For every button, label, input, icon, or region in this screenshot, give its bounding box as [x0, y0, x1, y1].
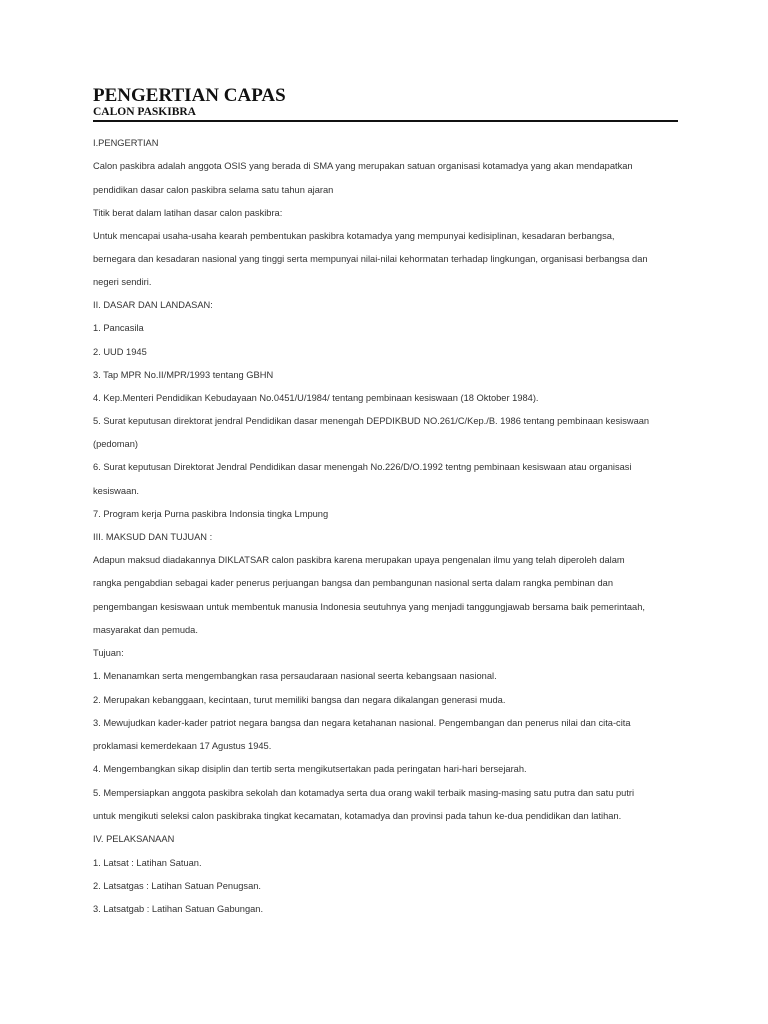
subheading-tujuan: Tujuan:: [93, 648, 124, 658]
list-item: 4. Mengembangkan sikap disiplin dan tertib serta mengikutsertakan pada peringatan hari-hari bersejarah.: [93, 764, 527, 774]
document-title: PENGERTIAN CAPAS: [93, 85, 286, 106]
paragraph-line: Titik berat dalam latihan dasar calon paskibra:: [93, 208, 283, 218]
paragraph-line: Adapun maksud diadakannya DIKLATSAR calon paskibra karena merupakan upaya pengenalan ilmu yang telah diperoleh dalam: [93, 555, 625, 565]
paragraph-line: pengembangan kesiswaan untuk membentuk manusia Indonesia seutuhnya yang menjadi tanggungjawab bersama baik pemerintaah,: [93, 602, 645, 612]
list-item: 4. Kep.Menteri Pendidikan Kebudayaan No.0451/U/1984/ tentang pembinaan kesiswaan (18 Oktober 1984).: [93, 393, 539, 403]
list-item: 6. Surat keputusan Direktorat Jendral Pendidikan dasar menengah No.226/D/O.1992 tentng pembinaan kesiswaan atau organisasi: [93, 462, 632, 472]
list-item: 1. Pancasila: [93, 323, 144, 333]
section-heading-maksud: III. MAKSUD DAN TUJUAN :: [93, 532, 213, 542]
section-heading-pelaksanaan: IV. PELAKSANAAN: [93, 834, 175, 844]
paragraph-line: Calon paskibra adalah anggota OSIS yang berada di SMA yang merupakan satuan organisasi kotamadya yang akan mendapatkan: [93, 161, 633, 171]
paragraph-line: masyarakat dan pemuda.: [93, 625, 198, 635]
title-divider: [93, 120, 678, 122]
list-item: 3. Latsatgab : Latihan Satuan Gabungan.: [93, 904, 264, 914]
paragraph-line: pendidikan dasar calon paskibra selama satu tahun ajaran: [93, 185, 334, 195]
list-item: 7. Program kerja Purna paskibra Indonsia tingka Lmpung: [93, 509, 329, 519]
list-item-continuation: kesiswaan.: [93, 486, 139, 496]
paragraph-line: rangka pengabdian sebagai kader penerus perjuangan bangsa dan pembangunan nasional serta dalam rangka pembinan dan: [93, 578, 613, 588]
list-item-continuation: untuk mengikuti seleksi calon paskibraka tingkat kecamatan, kotamadya dan provinsi pada tahun ke-dua pendidikan dan latihan.: [93, 811, 622, 821]
list-item: 3. Mewujudkan kader-kader patriot negara bangsa dan negara ketahanan nasional. Pengembangan dan penerus nilai dan cita-cita: [93, 718, 631, 728]
section-heading-dasar: II. DASAR DAN LANDASAN:: [93, 300, 213, 310]
list-item-continuation: (pedoman): [93, 439, 138, 449]
list-item: 5. Surat keputusan direktorat jendral Pendidikan dasar menengah DEPDIKBUD NO.261/C/Kep./B. 1986 tentang pembinaan kesiswaan: [93, 416, 650, 426]
list-item-continuation: proklamasi kemerdekaan 17 Agustus 1945.: [93, 741, 272, 751]
paragraph-line: Untuk mencapai usaha-usaha kearah pembentukan paskibra kotamadya yang mempunyai kedisiplinan, kesadaran berbangsa,: [93, 231, 615, 241]
document-header: [93, 86, 678, 122]
paragraph-line: bernegara dan kesadaran nasional yang tinggi serta mempunyai nilai-nilai kehormatan terhadap lingkungan, organisasi berbangsa dan: [93, 254, 648, 264]
list-item: 2. Latsatgas : Latihan Satuan Penugsan.: [93, 881, 261, 891]
list-item: 1. Latsat : Latihan Satuan.: [93, 858, 202, 868]
paragraph-line: negeri sendiri.: [93, 277, 152, 287]
document-subtitle: CALON PASKIBRA: [93, 106, 196, 118]
list-item: 5. Mempersiapkan anggota paskibra sekolah dan kotamadya serta dua orang wakil terbaik masing-masing satu putra dan satu putri: [93, 788, 635, 798]
list-item: 2. Merupakan kebanggaan, kecintaan, turut memiliki bangsa dan negara dikalangan generasi muda.: [93, 695, 506, 705]
section-heading-pengertian: I.PENGERTIAN: [93, 138, 159, 148]
list-item: 2. UUD 1945: [93, 347, 147, 357]
list-item: 1. Menanamkan serta mengembangkan rasa persaudaraan nasional seerta kebangsaan nasional.: [93, 671, 497, 681]
list-item: 3. Tap MPR No.II/MPR/1993 tentang GBHN: [93, 370, 274, 380]
